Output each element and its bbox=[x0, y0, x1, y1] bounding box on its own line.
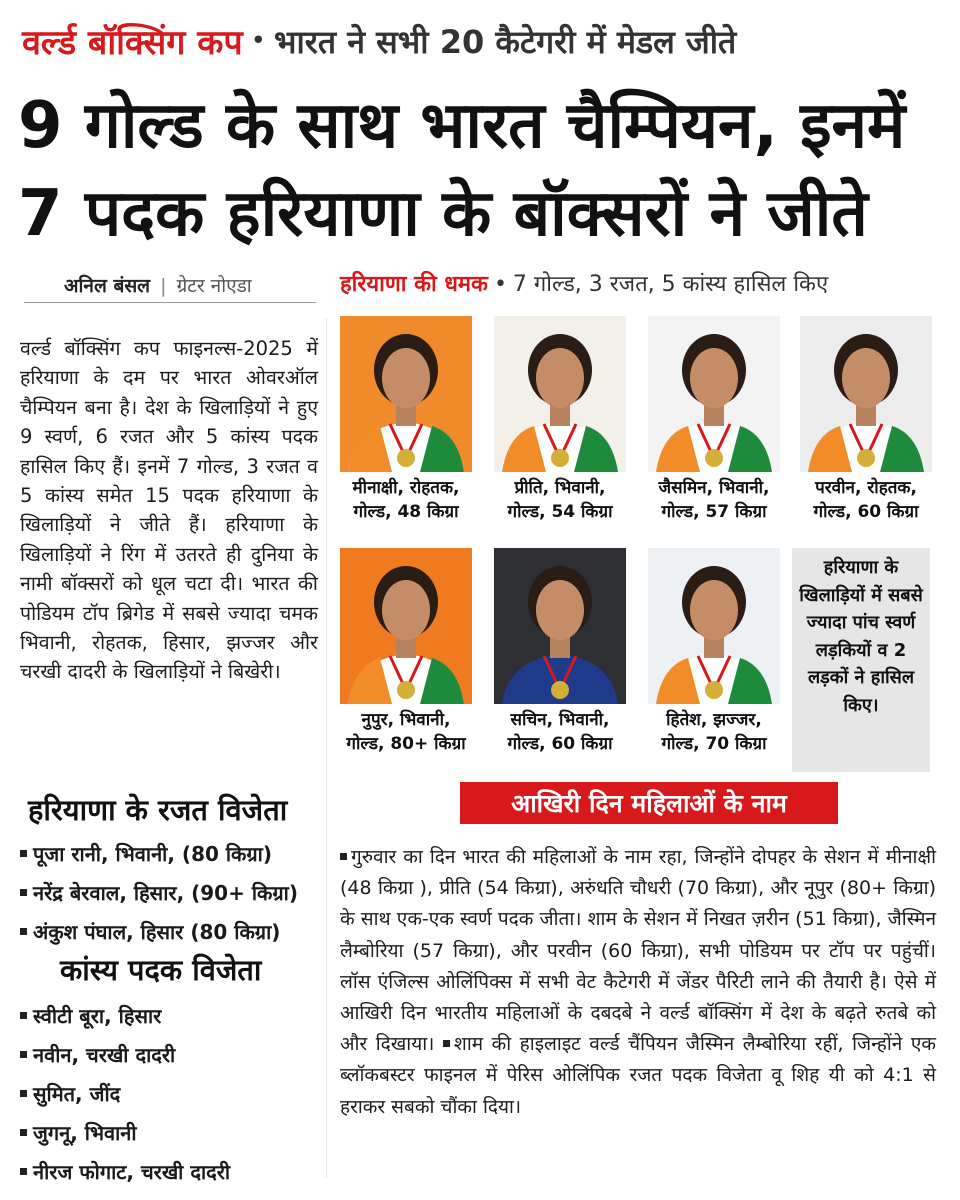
byline bbox=[64, 272, 252, 298]
athlete-medal-weight: गोल्ड, 60 किग्रा bbox=[813, 502, 919, 522]
portrait-graphic bbox=[494, 316, 626, 472]
winner-name: सुमित, जींद bbox=[33, 1082, 121, 1106]
winner-name: नीरज फोगाट, चरखी दादरी bbox=[33, 1160, 231, 1184]
athlete-caption bbox=[648, 476, 780, 524]
author-name: अनिल बंसल bbox=[64, 275, 151, 297]
haryana-medal-summary: 7 गोल्ड, 3 रजत, 5 कांस्य हासिल किए bbox=[512, 272, 829, 297]
winner-name: स्वीटी बूरा, हिसार bbox=[33, 1004, 162, 1028]
square-bullet-icon bbox=[20, 850, 27, 857]
athlete-photo bbox=[800, 316, 932, 472]
athlete-medal-weight: गोल्ड, 60 किग्रा bbox=[507, 734, 613, 754]
athlete-card bbox=[340, 316, 472, 524]
portrait-graphic bbox=[648, 548, 780, 704]
athlete-name-city: मीनाक्षी, रोहतक, bbox=[352, 478, 460, 498]
list-item bbox=[18, 873, 318, 912]
athlete-photo bbox=[494, 316, 626, 472]
athlete-caption bbox=[340, 476, 472, 524]
athlete-card bbox=[494, 316, 626, 524]
athlete-medal-weight: गोल्ड, 70 किग्रा bbox=[661, 734, 767, 754]
headline-line-2: 7 पदक हरियाणा के बॉक्सरों ने जीते bbox=[18, 177, 868, 251]
athlete-name-city: प्रीति, भिवानी, bbox=[514, 478, 606, 498]
athlete-name-city: हितेश, झज्जर, bbox=[666, 710, 762, 730]
silver-winners-heading: हरियाणा के रजत विजेता bbox=[28, 793, 288, 827]
athlete-name-city: जैसमिन, भिवानी, bbox=[658, 478, 770, 498]
athlete-name-city: परवीन, रोहतक, bbox=[815, 478, 917, 498]
athlete-card bbox=[648, 548, 780, 756]
portrait-graphic bbox=[340, 548, 472, 704]
byline-rule bbox=[24, 302, 316, 303]
athlete-medal-weight: गोल्ड, 57 किग्रा bbox=[661, 502, 767, 522]
event-label: वर्ल्ड बॉक्सिंग कप bbox=[22, 23, 243, 63]
athlete-photo bbox=[648, 548, 780, 704]
athlete-caption bbox=[340, 708, 472, 756]
square-bullet-icon bbox=[20, 928, 27, 935]
bronze-winners-list bbox=[18, 996, 318, 1191]
athlete-medal-weight: गोल्ड, 54 किग्रा bbox=[507, 502, 613, 522]
winner-name: जुगनू, भिवानी bbox=[33, 1121, 137, 1145]
athlete-card bbox=[800, 316, 932, 524]
athlete-photo bbox=[340, 548, 472, 704]
women-story-body bbox=[340, 842, 936, 1123]
kicker-subtitle: भारत ने सभी 20 कैटेगरी में मेडल जीते bbox=[274, 22, 737, 61]
square-bullet-icon bbox=[443, 1040, 450, 1047]
winner-name: नवीन, चरखी दादरी bbox=[33, 1043, 176, 1067]
athlete-medal-weight: गोल्ड, 80+ किग्रा bbox=[346, 734, 466, 754]
list-item bbox=[18, 912, 318, 951]
story-paragraph-1: गुरुवार का दिन भारत की महिलाओं के नाम रहा, जिन्होंने दोपहर के सेशन में मीनाक्षी (48 किग्रा ), प्रीति (54 किग्रा), अरुंधति चौधरी (70 किग्रा), और नूपुर (80+ किग्रा) के साथ एक-एक स्वर्ण पदक जीता। शाम के सेशन में निखत ज़रीन (51 किग्रा), जैस्मिन लैम्बोरिया (57 किग्रा), और परवीन (60 किग्रा), सभी पोडियम पर टॉप पर पहुंचीं। लॉस एंजिल्स ओलिंपिक्स में सभी वेट कैटेगरी में जेंडर पैरिटी लाने की तैयारी है। ऐसे में आखिरी दिन भारतीय महिलाओं के दबदबे ने वर्ल्ड बॉक्सिंग में देश के बढ़ते रुतबे को और दिखाया। bbox=[340, 846, 936, 1056]
square-bullet-icon bbox=[20, 1090, 27, 1097]
haryana-panel-header bbox=[340, 268, 828, 298]
athlete-name-city: सचिन, भिवानी, bbox=[510, 710, 610, 730]
athlete-caption bbox=[494, 476, 626, 524]
athlete-caption bbox=[494, 708, 626, 756]
kicker-line bbox=[22, 16, 942, 66]
dateline-location: ग्रेटर नोएडा bbox=[176, 275, 252, 297]
bullet-separator: • bbox=[250, 26, 267, 56]
bronze-winners-heading: कांस्य पदक विजेता bbox=[60, 953, 262, 987]
column-divider bbox=[326, 318, 327, 1178]
athlete-photo bbox=[648, 316, 780, 472]
haryana-panel-label: हरियाणा की धमक bbox=[340, 272, 488, 297]
portrait-graphic bbox=[648, 316, 780, 472]
highlight-note-box: हरियाणा के खिलाड़ियों में सबसे ज्यादा पांच स्वर्ण लड़कियों व 2 लड़कों ने हासिल किए। bbox=[792, 548, 930, 772]
story-paragraph-2: शाम की हाइलाइट वर्ल्ड चैंपियन जैस्मिन लैम्बोरिया रहीं, जिन्होंने एक ब्लॉकबस्टर फाइनल में पेरिस ओलिंपिक रजत पदक विजेता वू शिह यी को 4:1 से हराकर सबको चौंका दिया। bbox=[340, 1033, 936, 1118]
list-item bbox=[18, 834, 318, 873]
athlete-card bbox=[648, 316, 780, 524]
list-item bbox=[18, 1074, 318, 1113]
winner-name: पूजा रानी, भिवानी, (80 किग्रा) bbox=[33, 842, 272, 866]
square-bullet-icon bbox=[20, 1129, 27, 1136]
athlete-name-city: नुपुर, भिवानी, bbox=[361, 710, 451, 730]
square-bullet-icon bbox=[20, 889, 27, 896]
main-article-body: वर्ल्ड बॉक्सिंग कप फाइनल्स-2025 में हरियाणा के दम पर भारत ओवरऑल चैम्पियन बना है। देश के खिलाड़ियों ने हुए 9 स्वर्ण, 6 रजत और 5 कांस्य पदक हासिल किए हैं। इनमें 7 गोल्ड, 3 रजत व 5 कांस्य समेत 15 पदक हरियाणा के खिलाड़ियों ने जीते हैं। हरियाणा के खिलाड़ियों ने रिंग में उतरते ही दुनिया के नामी बॉक्सरों को धूल चटा दी। भारत की पोडियम टॉप ब्रिगेड में सबसे ज्यादा चमक भिवानी, रोहतक, हिसार, झज्जर और चरखी दादरी के खिलाड़ियों ने बिखेरी। bbox=[20, 337, 318, 684]
square-bullet-icon bbox=[20, 1168, 27, 1175]
winner-name: अंकुश पंघाल, हिसार (80 किग्रा) bbox=[33, 920, 281, 944]
headline-line-1: 9 गोल्ड के साथ भारत चैम्पियन, इनमें bbox=[18, 89, 906, 163]
athlete-card bbox=[494, 548, 626, 756]
square-bullet-icon bbox=[340, 853, 347, 860]
athlete-photo bbox=[494, 548, 626, 704]
athlete-caption bbox=[648, 708, 780, 756]
section-banner: आखिरी दिन महिलाओं के नाम bbox=[460, 782, 838, 824]
list-item bbox=[18, 996, 318, 1035]
list-item bbox=[18, 1152, 318, 1191]
athlete-caption bbox=[800, 476, 932, 524]
portrait-graphic bbox=[494, 548, 626, 704]
silver-winners-list bbox=[18, 834, 318, 951]
list-item bbox=[18, 1113, 318, 1152]
square-bullet-icon bbox=[20, 1051, 27, 1058]
athlete-photo bbox=[340, 316, 472, 472]
byline-separator: | bbox=[160, 275, 167, 297]
square-bullet-icon bbox=[20, 1012, 27, 1019]
portrait-graphic bbox=[800, 316, 932, 472]
list-item bbox=[18, 1035, 318, 1074]
athlete-card bbox=[340, 548, 472, 756]
page-headline bbox=[18, 82, 948, 258]
portrait-graphic bbox=[340, 316, 472, 472]
bullet-separator: • bbox=[493, 272, 507, 297]
athlete-medal-weight: गोल्ड, 48 किग्रा bbox=[353, 502, 459, 522]
winner-name: नरेंद्र बेरवाल, हिसार, (90+ किग्रा) bbox=[33, 881, 298, 905]
